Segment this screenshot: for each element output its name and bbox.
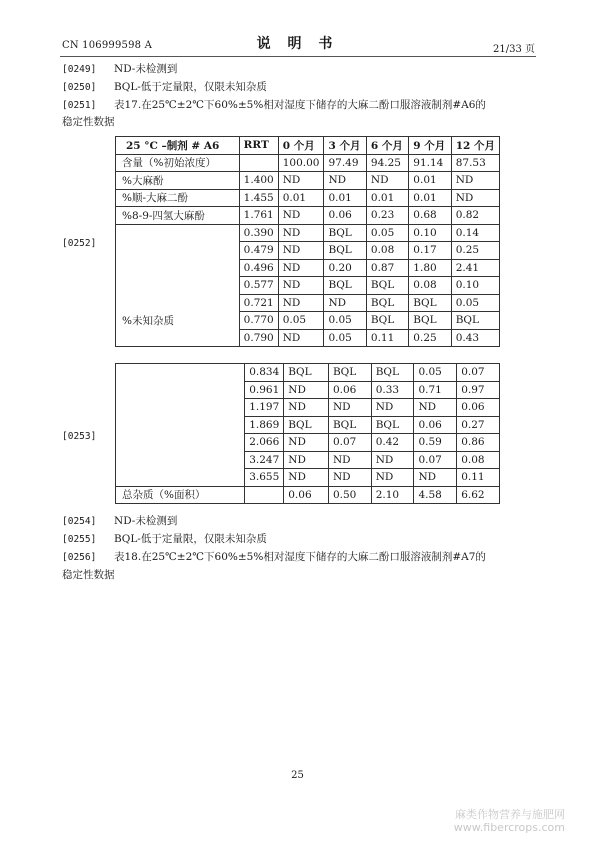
table-cell: 0.06	[328, 381, 371, 399]
header-cell: 9 个月	[409, 137, 451, 155]
table-cell: BQL	[366, 312, 408, 330]
table-cell: 0.390	[239, 224, 278, 242]
table-cell	[245, 486, 284, 504]
table-cell: 97.49	[324, 154, 366, 172]
table-cell: BQL	[284, 416, 329, 434]
table-cell: BQL	[366, 294, 408, 312]
paragraph-number: [0249]	[62, 64, 97, 75]
table-header-row	[116, 137, 500, 155]
table-cell: 6.62	[457, 486, 500, 504]
unknown-impurity-label-blank	[116, 364, 245, 487]
table-cell: 0.961	[245, 381, 284, 399]
table-cell: 0.479	[239, 242, 278, 260]
table-cell: 0.06	[414, 416, 457, 434]
table-cell: 0.59	[414, 434, 457, 452]
table-cell: 0.71	[414, 381, 457, 399]
table-cell: ND	[278, 224, 324, 242]
row-label: 总杂质（%面积）	[116, 486, 245, 504]
paragraph-0250	[62, 80, 267, 95]
table-cell: 1.869	[245, 416, 284, 434]
table-cell: 0.06	[457, 399, 500, 417]
table-cell: 2.10	[371, 486, 414, 504]
table-cell: 0.834	[245, 364, 284, 382]
table-row	[116, 189, 500, 207]
table-cell: ND	[278, 329, 324, 347]
table-cell: 0.05	[451, 294, 499, 312]
table-cell: 0.06	[284, 486, 329, 504]
table-cell: ND	[278, 294, 324, 312]
table-cell: 0.11	[457, 469, 500, 487]
table-cell: ND	[278, 259, 324, 277]
header-cell: 0 个月	[278, 137, 324, 155]
table-cell: BQL	[284, 364, 329, 382]
table-cell: 0.82	[451, 207, 499, 225]
table-cell: 1.761	[239, 207, 278, 225]
table-cell: 3.655	[245, 469, 284, 487]
table-cell: 0.08	[457, 451, 500, 469]
table-cell: BQL	[328, 416, 371, 434]
table-cell: BQL	[451, 312, 499, 330]
watermark	[454, 808, 565, 834]
watermark-line: 麻类作物营养与施肥网	[455, 808, 565, 821]
paragraph-0249	[62, 62, 177, 77]
table-cell: 0.42	[371, 434, 414, 452]
table-cell: BQL	[324, 242, 366, 260]
table-cell: ND	[414, 469, 457, 487]
paragraph-text: BQL-低于定量限，仅限未知杂质	[114, 81, 267, 93]
table-cell: 0.08	[409, 277, 451, 295]
table-cell: BQL	[328, 364, 371, 382]
paragraph-0251	[62, 98, 486, 113]
table-cell: 1.80	[409, 259, 451, 277]
table-row	[116, 207, 500, 225]
paragraph-number: [0251]	[62, 100, 97, 111]
table-cell: 0.20	[324, 259, 366, 277]
table-cell: 0.01	[278, 189, 324, 207]
table-cell: ND	[451, 189, 499, 207]
table-cell: ND	[328, 399, 371, 417]
header-cell: 12 个月	[451, 137, 499, 155]
table-cell: 4.58	[414, 486, 457, 504]
table-cell: ND	[371, 399, 414, 417]
table-cell: 100.00	[278, 154, 324, 172]
table-cell: 0.05	[366, 224, 408, 242]
table-cell: 0.05	[324, 312, 366, 330]
table-cell: 0.25	[409, 329, 451, 347]
paragraph-text: BQL-低于定量限，仅限未知杂质	[114, 533, 267, 545]
table-cell: BQL	[409, 294, 451, 312]
paragraph-text: 表17.在25℃±2℃下60%±5%相对湿度下储存的大麻二酚口服溶液制剂#A6的	[114, 99, 486, 111]
paragraph-0252-number: [0252]	[62, 238, 97, 249]
table-cell: 0.33	[371, 381, 414, 399]
table-cell: ND	[371, 469, 414, 487]
table-cell: 1.197	[245, 399, 284, 417]
header-cell: 6 个月	[366, 137, 408, 155]
paragraph-number: [0256]	[62, 552, 97, 563]
table-cell: 0.01	[409, 172, 451, 190]
table-cell: ND	[328, 469, 371, 487]
paragraph-0256	[62, 550, 486, 565]
table-cell: 0.11	[366, 329, 408, 347]
paragraph-text: 表18.在25℃±2℃下60%±5%相对湿度下储存的大麻二酚口服溶液制剂#A7的	[114, 551, 486, 563]
table-cell: 0.07	[414, 451, 457, 469]
table-cell: 0.07	[328, 434, 371, 452]
table-cell: 0.01	[366, 189, 408, 207]
table-cell: 0.01	[324, 189, 366, 207]
document-title: 说 明 书	[256, 36, 339, 52]
table-cell: 2.066	[245, 434, 284, 452]
table-cell: ND	[278, 242, 324, 260]
table-cell: ND	[366, 172, 408, 190]
patent-number: CN 106999598 A	[62, 40, 153, 51]
page-number: 25	[291, 770, 304, 781]
table-row	[116, 364, 500, 382]
table-cell: 0.07	[457, 364, 500, 382]
table-cell: BQL	[371, 416, 414, 434]
table-cell: ND	[284, 451, 329, 469]
table-row	[116, 154, 500, 172]
table-cell: ND	[278, 207, 324, 225]
table-cell: 0.05	[414, 364, 457, 382]
table-cell: 0.87	[366, 259, 408, 277]
table-cell: ND	[371, 451, 414, 469]
table-cell: 0.23	[366, 207, 408, 225]
table-cell: ND	[284, 469, 329, 487]
table-cell: 0.08	[366, 242, 408, 260]
table-cell	[239, 154, 278, 172]
table-cell: ND	[278, 277, 324, 295]
table-cell: 0.577	[239, 277, 278, 295]
table-row	[116, 224, 500, 242]
table-cell: ND	[284, 381, 329, 399]
table-cell: 0.10	[451, 277, 499, 295]
table-cell: 0.25	[451, 242, 499, 260]
table-cell: BQL	[371, 364, 414, 382]
stability-table-a6	[115, 136, 500, 347]
table-cell: ND	[451, 172, 499, 190]
table-cell: 3.247	[245, 451, 284, 469]
table-cell: BQL	[324, 277, 366, 295]
watermark-line: www.fibercrops.com	[453, 821, 565, 834]
paragraph-number: [0255]	[62, 534, 97, 545]
header-cell: 3 个月	[324, 137, 366, 155]
paragraph-text: ND-未检测到	[114, 515, 178, 527]
paragraph-0253-number: [0253]	[62, 431, 97, 442]
table-cell: BQL	[324, 224, 366, 242]
paragraph-number: [0250]	[62, 82, 97, 93]
table-cell: 0.770	[239, 312, 278, 330]
table-cell: 0.86	[457, 434, 500, 452]
table-row	[116, 172, 500, 190]
table-cell: 0.97	[457, 381, 500, 399]
paragraph-number: [0254]	[62, 516, 97, 527]
table-cell: ND	[414, 399, 457, 417]
page-indicator: 21/33 页	[493, 44, 535, 55]
row-label: %顺-大麻二酚	[116, 189, 240, 207]
row-label: %8-9-四氢大麻酚	[116, 207, 240, 225]
table-cell: 0.10	[409, 224, 451, 242]
table-cell: 0.68	[409, 207, 451, 225]
table-cell: 0.01	[409, 189, 451, 207]
table-cell: 91.14	[409, 154, 451, 172]
paragraph-continuation: 稳定性数据	[62, 116, 115, 128]
table-cell: 0.05	[278, 312, 324, 330]
table-cell: 0.721	[239, 294, 278, 312]
paragraph-0255	[62, 532, 267, 547]
row-label: 含量（%初始浓度）	[116, 154, 240, 172]
table-cell: 0.27	[457, 416, 500, 434]
paragraph-0254	[62, 514, 177, 529]
table-cell: 87.53	[451, 154, 499, 172]
header-rule	[60, 56, 536, 57]
table-cell: 1.400	[239, 172, 278, 190]
table-cell: 0.790	[239, 329, 278, 347]
table-cell: 0.496	[239, 259, 278, 277]
paragraph-text: ND-未检测到	[114, 63, 178, 75]
table-cell: 1.455	[239, 189, 278, 207]
table-cell: 0.17	[409, 242, 451, 260]
table-cell: 94.25	[366, 154, 408, 172]
table-cell: ND	[324, 294, 366, 312]
table-cell: 2.41	[451, 259, 499, 277]
table-cell: BQL	[409, 312, 451, 330]
table-cell: ND	[328, 451, 371, 469]
stability-table-a6-continued	[115, 363, 500, 504]
unknown-impurity-label: %未知杂质	[116, 224, 240, 347]
header-cell: RRT	[239, 137, 278, 155]
table-cell: BQL	[366, 277, 408, 295]
table-cell: ND	[324, 172, 366, 190]
table-cell: 0.05	[324, 329, 366, 347]
paragraph-continuation: 稳定性数据	[62, 569, 115, 581]
table-cell: ND	[284, 434, 329, 452]
table-cell: ND	[284, 399, 329, 417]
row-label: %大麻酚	[116, 172, 240, 190]
table-cell: 0.43	[451, 329, 499, 347]
table-cell: 0.14	[451, 224, 499, 242]
total-impurity-row	[116, 486, 500, 504]
table-cell: ND	[278, 172, 324, 190]
table-cell: 0.06	[324, 207, 366, 225]
table-cell: 0.50	[328, 486, 371, 504]
header-cell: 25 °C –制剂 # A6	[116, 137, 240, 155]
